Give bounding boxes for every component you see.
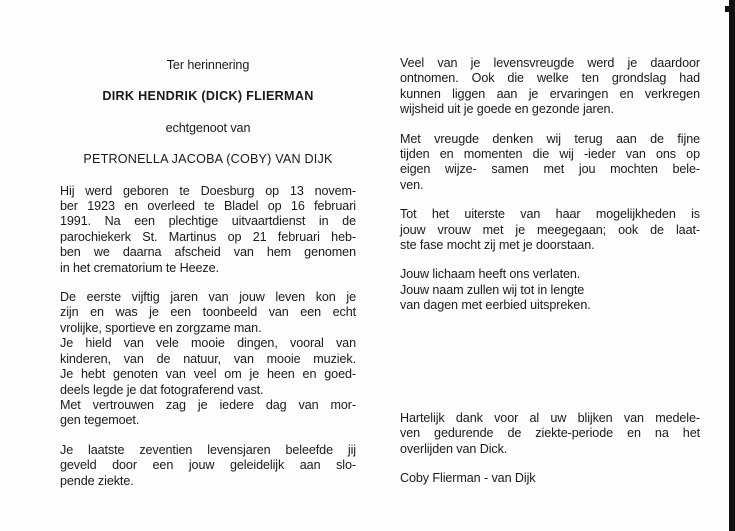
text-line: wijsheid uit je goede en gezonde jaren. <box>400 102 614 117</box>
signature: Coby Flierman - van Dijk <box>400 470 536 485</box>
text-line: Je hebt genoten van veel om je heen en goed- <box>60 367 356 382</box>
text-line: ontnomen. Ook die welke ten grondslag had <box>400 71 700 86</box>
paragraph-farewell <box>400 267 700 313</box>
paragraph-memories <box>400 132 700 194</box>
text-line: gen tegemoet. <box>60 413 140 428</box>
paragraph-thanks <box>400 411 700 457</box>
text-line: Jouw naam zullen wij tot in lengte <box>400 282 585 297</box>
right-column <box>400 56 700 486</box>
text-line: Veel van je levensvreugde werd je daardoor <box>400 56 700 70</box>
scan-edge-corner <box>725 6 729 12</box>
text-line: Met vreugde denken wij terug aan de fijne <box>400 131 700 146</box>
text-line: ven. <box>400 177 424 192</box>
text-line: ven gedurende de ziekte-periode en na het <box>400 426 700 441</box>
text-line: Hartelijk dank voor al uw blijken van medele- <box>400 410 700 425</box>
text-line: Je laatste zeventien levensjaren beleefde jij <box>60 442 356 457</box>
paragraph-life <box>60 290 356 429</box>
heading-ter-herinnering: Ter herinnering <box>166 58 250 72</box>
text-line: van dagen met eerbied uitspreken. <box>400 298 591 313</box>
text-line: ste fase mocht zij met je doorstaan. <box>400 238 595 253</box>
text-line: ber 1923 en overleed te Bladel op 16 februari <box>60 199 356 214</box>
scan-edge <box>729 0 735 531</box>
text-line: in het crematorium te Heeze. <box>60 260 219 275</box>
text-line: zijn en was je een toonbeeld van een echt <box>60 305 356 320</box>
text-line: geveld door een jouw geleidelijk aan slo- <box>60 458 356 473</box>
text-line: tijden en momenten die wij -ieder van ons op <box>400 147 700 162</box>
text-line: Je hield van vele mooie dingen, vooral van <box>60 336 356 351</box>
text-line: parochiekerk St. Martinus op 21 februari heb- <box>60 229 356 244</box>
text-line: Jouw lichaam heeft ons verlaten. <box>400 267 581 282</box>
text-line: vrolijke, sportieve en zorgzame man. <box>60 320 262 335</box>
left-column <box>60 58 356 489</box>
text-line: Hij werd geboren te Doesburg op 13 novem- <box>60 183 356 198</box>
relation-text: echtgenoot van <box>165 120 251 135</box>
paragraph-biography <box>60 184 356 276</box>
paragraph-illness <box>60 443 356 489</box>
text-line: kunnen liggen aan je ervaringen en verkregen <box>400 86 700 101</box>
text-line: De eerste vijftig jaren van jouw leven kon je <box>60 290 356 305</box>
deceased-name: DIRK HENDRIK (DICK) FLIERMAN <box>102 89 314 104</box>
text-line: Tot het uiterste van haar mogelijkheden is <box>400 207 700 222</box>
text-line: kinderen, van de natuur, van mooie muziek. <box>60 351 356 366</box>
spouse-name: PETRONELLA JACOBA (COBY) VAN DIJK <box>83 152 333 167</box>
text-line: Met vertrouwen zag je iedere dag van mor- <box>60 397 356 412</box>
text-line: overlijden van Dick. <box>400 441 508 456</box>
text-line: pende ziekte. <box>60 473 134 488</box>
text-line: deels legde je dat fotograferend vast. <box>60 382 264 397</box>
text-line: 1991. Na een plechtige uitvaartdienst in de <box>60 214 356 229</box>
text-line: ben we daarna afscheid van hem genomen <box>60 245 356 260</box>
text-line: jouw vrouw met je meegegaan; ook de laat- <box>400 222 700 237</box>
paragraph-joy <box>400 56 700 118</box>
text-line: eigen wijze- samen met jou mochten bele- <box>400 162 700 177</box>
paragraph-wife <box>400 207 700 253</box>
